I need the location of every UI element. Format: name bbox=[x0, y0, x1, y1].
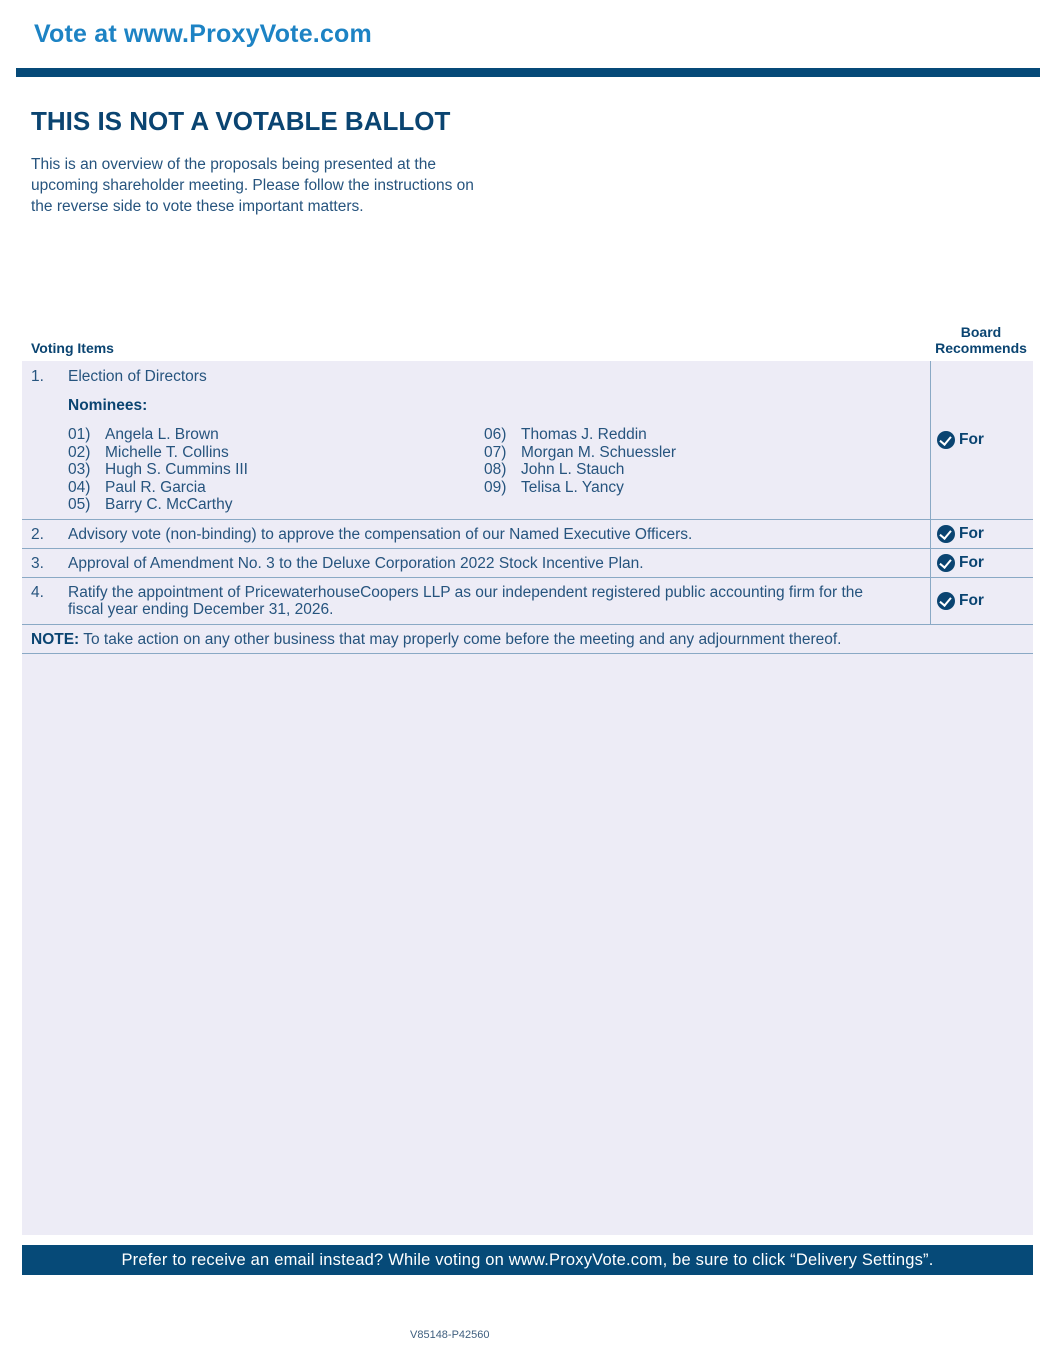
nominee-item: 09) Telisa L. Yancy bbox=[484, 478, 624, 496]
recommendation-label: For bbox=[959, 431, 984, 448]
check-circle-icon bbox=[937, 431, 955, 449]
check-circle-icon bbox=[937, 554, 955, 572]
page-title: THIS IS NOT A VOTABLE BALLOT bbox=[31, 106, 451, 136]
nominee-item: 02) Michelle T. Collins bbox=[68, 443, 229, 461]
item-text: Advisory vote (non-binding) to approve the compensation of our Named Executive Officers. bbox=[68, 526, 693, 543]
nominees-column-right bbox=[484, 426, 676, 496]
recommendation bbox=[937, 592, 984, 610]
item-text: Election of Directors bbox=[68, 368, 207, 385]
recommendation bbox=[937, 525, 984, 543]
note bbox=[31, 631, 841, 649]
board-recommends-header bbox=[930, 324, 1032, 356]
nominee-item: 06) Thomas J. Reddin bbox=[484, 426, 647, 443]
item-number: 2. bbox=[31, 526, 44, 543]
board-header-line-1: Board bbox=[960, 324, 1002, 340]
nominee-item: 04) Paul R. Garcia bbox=[68, 478, 206, 496]
email-delivery-banner: Prefer to receive an email instead? While voting on www.ProxyVote.com, be sure to click “Delivery Settings”. bbox=[22, 1245, 1033, 1275]
intro-line-2: upcoming shareholder meeting. Please follow the instructions on bbox=[31, 177, 474, 194]
item-number: 3. bbox=[31, 555, 44, 572]
intro-text bbox=[31, 154, 531, 217]
item-number: 1. bbox=[31, 368, 44, 385]
item-text: Approval of Amendment No. 3 to the Deluxe Corporation 2022 Stock Incentive Plan. bbox=[68, 555, 644, 572]
recommendation-label: For bbox=[959, 592, 984, 609]
recommendation-cell bbox=[930, 520, 1034, 548]
note-label: NOTE: bbox=[31, 631, 80, 648]
nominee-item: 08) John L. Stauch bbox=[484, 461, 625, 478]
document-code: V85148-P42560 bbox=[410, 1329, 490, 1341]
nominee-item: 03) Hugh S. Cummins III bbox=[68, 461, 248, 478]
recommendation-cell bbox=[930, 578, 1034, 624]
recommendation-label: For bbox=[959, 554, 984, 571]
nominee-item: 07) Morgan M. Schuessler bbox=[484, 443, 677, 461]
recommendation-cell bbox=[930, 361, 1034, 519]
item-text-line-2: fiscal year ending December 31, 2026. bbox=[68, 601, 334, 618]
nominee-item: 01) Angela L. Brown bbox=[68, 426, 219, 443]
item-text-line-1: Ratify the appointment of PricewaterhouseCoopers LLP as our independent registered public accounting firm for the bbox=[68, 584, 863, 601]
voting-item-2 bbox=[22, 520, 1033, 549]
top-divider bbox=[16, 68, 1040, 77]
item-text bbox=[68, 584, 928, 618]
board-header-line-2: Recommends bbox=[935, 340, 1027, 356]
voting-items-header: Voting Items bbox=[31, 340, 114, 356]
note-text: To take action on any other business that may properly come before the meeting and any adjournment thereof. bbox=[79, 631, 842, 648]
check-circle-icon bbox=[937, 525, 955, 543]
nominees-column-left bbox=[68, 426, 248, 514]
recommendation bbox=[937, 431, 984, 449]
voting-item-4 bbox=[22, 578, 1033, 625]
intro-line-3: the reverse side to vote these important matters. bbox=[31, 198, 364, 215]
nominees-label: Nominees: bbox=[68, 397, 148, 414]
site-title[interactable]: Vote at www.ProxyVote.com bbox=[34, 20, 372, 48]
check-circle-icon bbox=[937, 592, 955, 610]
intro-line-1: This is an overview of the proposals being presented at the bbox=[31, 156, 436, 173]
nominee-item: 05) Barry C. McCarthy bbox=[68, 496, 233, 513]
voting-item-3 bbox=[22, 549, 1033, 578]
voting-item-1 bbox=[22, 361, 1033, 520]
recommendation-label: For bbox=[959, 525, 984, 542]
recommendation-cell bbox=[930, 549, 1034, 577]
item-number: 4. bbox=[31, 584, 44, 601]
recommendation bbox=[937, 554, 984, 572]
